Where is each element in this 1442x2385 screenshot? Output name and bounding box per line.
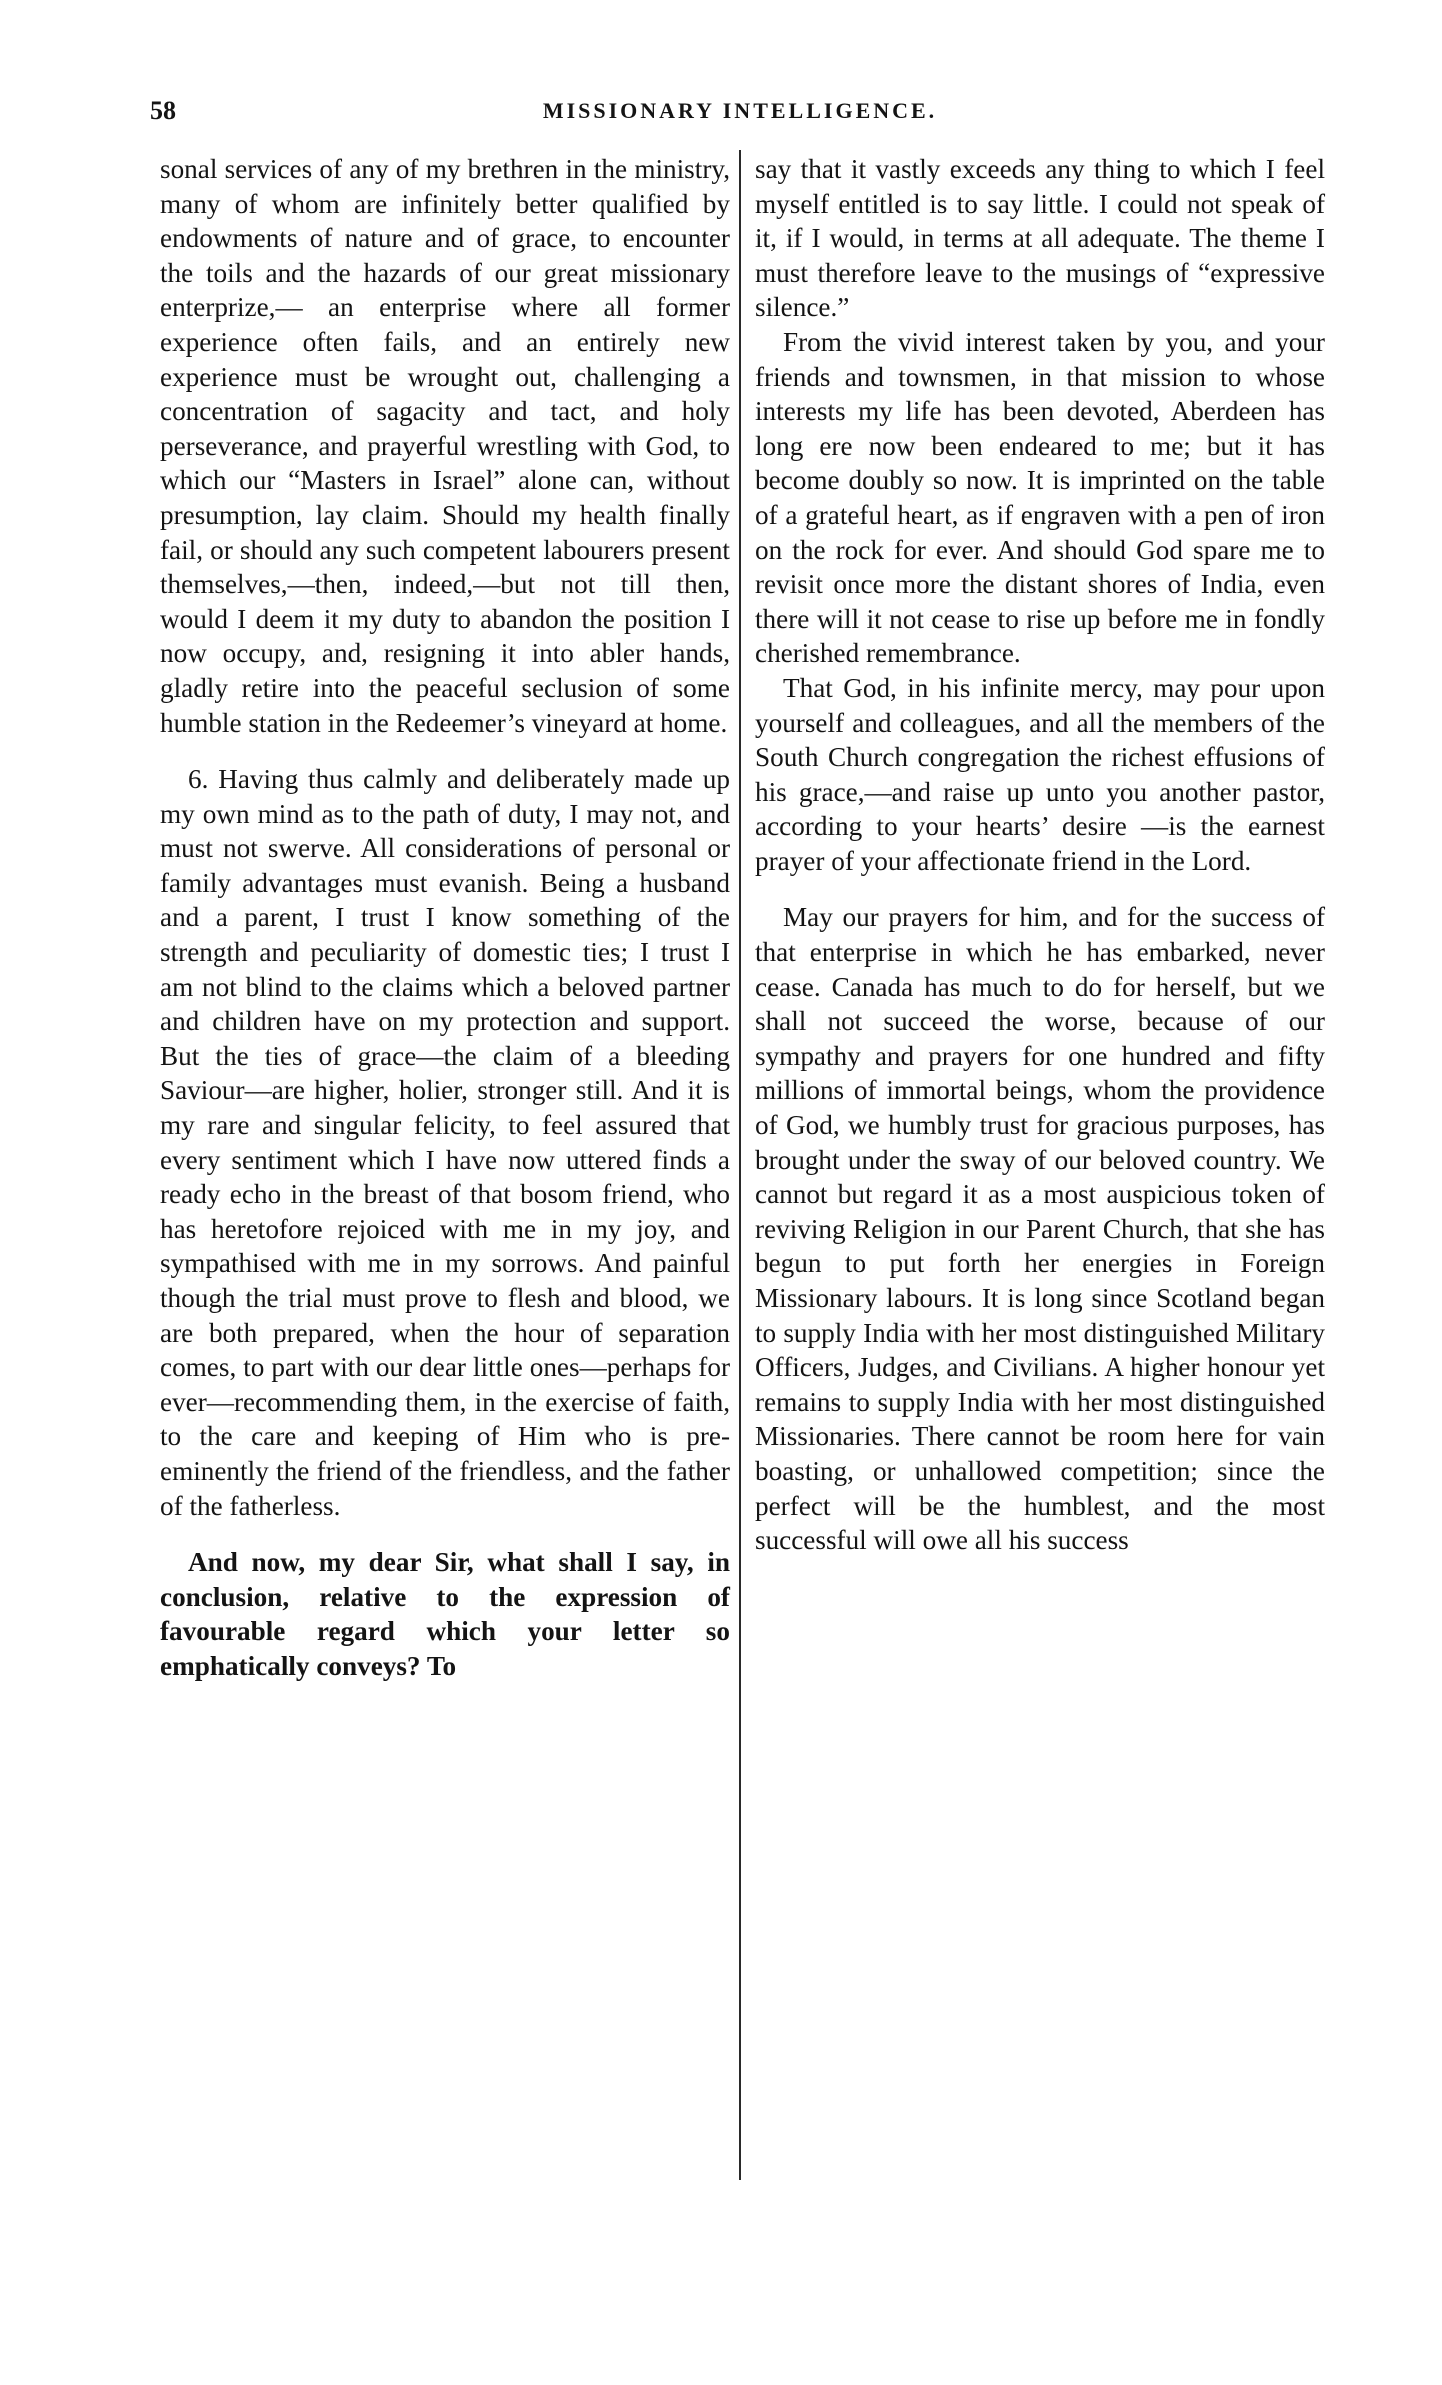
paragraph-conclusion: And now, my dear Sir, what shall I say, in conclusion, relative to the expression of favourable regard which your letter so emphatically conveys? To: [160, 1547, 730, 1681]
page-header: [150, 96, 1330, 136]
page-number: 58: [150, 96, 176, 125]
paragraph-continuation: sonal services of any of my brethren in the ministry, many of whom are infinitely better qualified by endowments of nature and of grace, to encounter the toils and the hazards of our great missionary enterprize,— an enterprise where all former experience often fails, and an entirely new experience must be wrought out, challenging a concentration of sagacity and tact, and holy perseverance, and prayerful wrestling with God, to which our “Masters in Israel” alone can, without presumption, lay claim. Should my health finally fail, or should any such competent labourers present themselves,—then, indeed,—but not till then, would I deem it my duty to abandon the position I now occupy, and, resigning it into abler hands, gladly retire into the peaceful seclusion of some humble station in the Redeemer’s vineyard at home.: [160, 154, 730, 738]
paragraph-6: 6. Having thus calmly and deliberately made up my own mind as to the path of duty, I may not, and must not swerve. All considerations of personal or family advantages must evanish. Being a husband and a parent, I trust I know something of the strength and peculiarity of domestic ties; I trust I am not blind to the claims which a beloved partner and children have on my protection and support. But the ties of grace—the claim of a bleeding Saviour—are higher, holier, stronger still. And it is my rare and singular felicity, to feel assured that every sentiment which I have now uttered finds a ready echo in the breast of that bosom friend, who has heretofore rejoiced with me in my joy, and sympathised with me in my sorrows. And painful though the trial must prove to flesh and blood, we are both prepared, when the hour of separation comes, to part with our dear little ones—perhaps for ever—recommending them, in the exercise of faith, to the care and keeping of Him who is pre-eminently the friend of the friendless, and the father of the fatherless.: [160, 764, 730, 1521]
column-divider: [739, 150, 741, 2180]
paragraph-aberdeen: From the vivid interest taken by you, and your friends and townsmen, in that mission to whose interests my life has been devoted, Aberdeen has long ere now been endeared to me; but it has become doubly so now. It is imprinted on the table of a grateful heart, as if engraven with a pen of iron on the rock for ever. And should God spare me to revisit once more the distant shores of India, even there will it not cease to rise up before me in fondly cherished remembrance.: [755, 326, 1325, 669]
paragraph-blessing: That God, in his infinite mercy, may pour upon yourself and colleagues, and all the members of the South Church congregation the richest effusions of his grace,—and raise up unto you another pastor, according to your hearts’ desire —is the earnest prayer of your affectionate friend in the Lord.: [755, 672, 1325, 876]
right-column: [755, 152, 1325, 1558]
paragraph-continuation-right: say that it vastly exceeds any thing to which I feel myself entitled is to say little. I could not speak of it, if I would, in terms at all adequate. The theme I must therefore leave to the musings of “expressive silence.”: [755, 154, 1325, 323]
paragraph-editorial: May our prayers for him, and for the success of that enterprise in which he has embarked, never cease. Canada has much to do for herself, but we shall not succeed the worse, because of our sympathy and prayers for one hundred and fifty millions of immortal beings, whom the providence of God, we humbly trust for gracious purposes, has brought under the sway of our beloved country. We cannot but regard it as a most auspicious token of reviving Religion in our Parent Church, that she has begun to put forth her energies in Foreign Missionary labours. It is long since Scotland began to supply India with her most distinguished Military Officers, Judges, and Civilians. A higher honour yet remains to supply India with her most distinguished Missionaries. There cannot be room here for vain boasting, or unhallowed competition; since the perfect will be the humblest, and the most successful will owe all his success: [755, 902, 1325, 1556]
left-column: [160, 152, 730, 1684]
running-head: MISSIONARY INTELLIGENCE.: [542, 98, 938, 123]
